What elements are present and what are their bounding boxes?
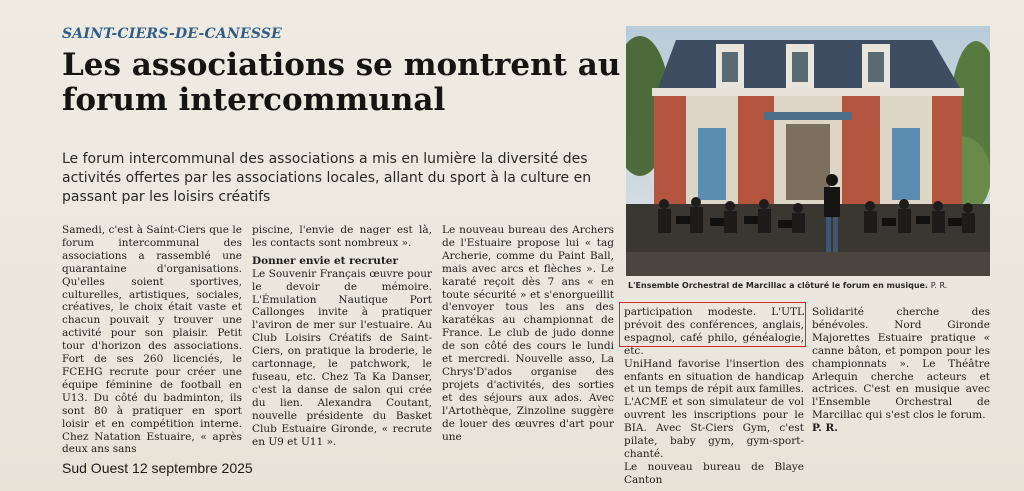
column-4-text-a: participation modeste. L'UTL prévoit des conférences, anglais, espagnol, café philo, généalogie, etc. <box>624 306 804 357</box>
article-subheading: Donner envie et recruter <box>252 254 399 267</box>
article-signature: P. R. <box>812 422 838 435</box>
article-topic: SAINT-CIERS-DE-CANESSE <box>62 26 282 42</box>
orchestra-photo <box>626 26 990 276</box>
source-line: Sud Ouest 12 septembre 2025 <box>62 460 253 476</box>
article-column-3 <box>442 224 614 443</box>
column-2-text-b: Le Souvenir Français œuvre pour le devoir de mémoire. L'Émulation Nautique Port Callonges invite à pratiquer l'aviron de mer sur l'estuaire. Au Club Loisirs Créatifs de Saint-Ciers, on pratique la broderie, le cartonnage, le patchwork, le fuseau, etc. Chez Ta Ka Danser, c'est la danse de salon qui crée du lien. Alexandra Coutant, nouvelle présidente du Basket Club Estuaire Gironde, « recrute en U9 et U11 ». <box>252 267 432 448</box>
article-headline: Les associations se montrent au forum intercommunal <box>62 47 621 118</box>
article-column-5 <box>812 306 990 435</box>
column-1-text: Samedi, c'est à Saint-Ciers que le forum intercommunal des associations a rassemblé une quarantaine d'organisations. Qu'elles soient sportives, culturelles, artistiques, sociales, créatives, le choix était vaste et chacun pouvait y trouver une activité pour son plaisir. Petit tour d'horizon des associations. Fort de ses 260 licenciés, le FCEHG recrute pour créer une équipe féminine de football en U13. Du côté du badminton, ils sont 80 à pratiquer en sport loisir et en compétition interne. Chez Natation Estuaire, « après deux ans sans <box>62 224 242 456</box>
column-4-text-b: UniHand favorise l'insertion des enfants en situation de handicap et un temps de répit aux familles. L'ACME et son simulateur de vol ouvrent les inscriptions pour le BIA. Avec St-Ciers Gym, c'est pilate, baby gym, gym-sport-chanté. <box>624 357 804 460</box>
column-5-text: Solidarité cherche des bénévoles. Nord Gironde Majorettes Estuaire pratique « canne bâton, et pompon pour les championnats ». Le Théâtre Arlequin cherche acteurs et actrices. C'est en musique avec l'Ensemble Orchestral de Marcillac qui s'est clos le forum. <box>812 306 990 422</box>
article-column-2 <box>252 224 432 448</box>
article-column-1 <box>62 224 242 456</box>
orchestra-photo-illustration <box>626 26 990 276</box>
photo-credit: P. R. <box>930 281 948 290</box>
photo-caption-text: L'Ensemble Orchestral de Marcillac a clôturé le forum en musique. <box>628 281 928 290</box>
highlight-box <box>619 302 806 347</box>
column-4-text-c: Le nouveau bureau de Blaye Canton <box>624 460 804 486</box>
column-3-text: Le nouveau bureau des Archers de l'Estuaire propose lui « tag Archerie, comme du Paint Ball, mais avec arcs et flèches ». Le karaté reçoit dès 7 ans « en toute sécurité » et s'enorgueillit d'envoyer tous les ans des karatékas au championnat de France. Le club de judo donne de son côté des cours le lundi et mercredi. Nouvelle asso, La Chrys'D'ados organise des projets d'activités, des sorties et des séjours aux ados. Avec l'Artothèque, Zinzoline suggère de louer des œuvres d'art pour une <box>442 224 614 443</box>
article-lead: Le forum intercommunal des associations a mis en lumière la diversité des activités offertes par les associations locales, allant du sport à la culture en passant par les loisirs créatifs <box>62 151 592 205</box>
photo-caption <box>628 281 990 290</box>
column-2-text-a: piscine, l'envie de nager est là, les contacts sont nombreux ». <box>252 224 432 249</box>
